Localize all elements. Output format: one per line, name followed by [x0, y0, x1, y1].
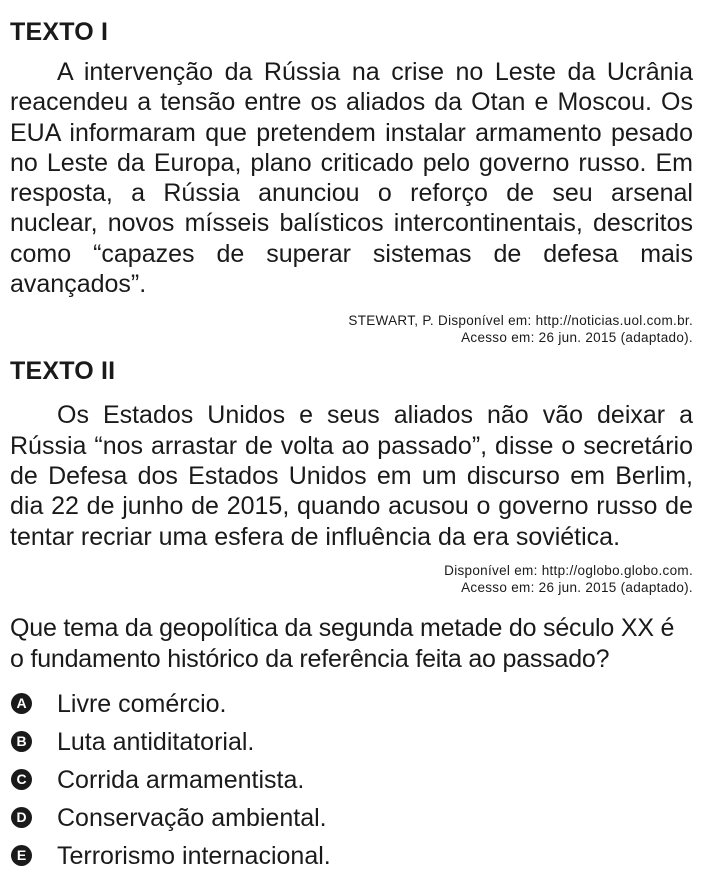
- texto-1-source-line-1: STEWART, P. Disponível em: http://noticias.uol.com.br.: [348, 313, 693, 329]
- option-c-letter-badge: C: [11, 769, 32, 790]
- texto-1-heading: TEXTO I: [10, 18, 109, 46]
- answer-options: [10, 685, 693, 875]
- option-b-text: Luta antiditatorial.: [57, 727, 255, 756]
- texto-2-source-line-1: Disponível em: http://oglobo.globo.com.: [444, 562, 693, 578]
- option-a-letter-badge: A: [11, 693, 32, 714]
- texto-1-section: [10, 17, 693, 346]
- texto-1-source: [10, 312, 693, 346]
- option-b[interactable]: [10, 723, 693, 761]
- option-d-letter-badge: D: [11, 807, 32, 828]
- option-a-text: Livre comércio.: [57, 689, 227, 718]
- texto-1-paragraph: A intervenção da Rússia na crise no Leste da Ucrânia reacendeu a tensão entre os aliados da Otan e Moscou. Os EUA informaram que pretendem instalar armamento pesado no Leste da Europa, plano criticado pelo governo russo. Em resposta, a Rússia anunciou o reforço de seu arsenal nuclear, novos mísseis balísticos intercontinentais, descritos como “capazes de superar sistemas de defesa mais avançados”.: [10, 58, 693, 299]
- option-e-letter-badge: E: [11, 845, 32, 866]
- option-d[interactable]: [10, 799, 693, 837]
- question-text: Que tema da geopolítica da segunda metade do século XX é o fundamento histórico da referência feita ao passado?: [10, 613, 675, 673]
- exam-question: [10, 0, 693, 875]
- option-e-text: Terrorismo internacional.: [57, 841, 331, 870]
- option-a[interactable]: [10, 685, 693, 723]
- texto-2-source: [10, 562, 693, 596]
- texto-1-source-line-2: Acesso em: 26 jun. 2015 (adaptado).: [461, 330, 693, 346]
- texto-2-source-line-2: Acesso em: 26 jun. 2015 (adaptado).: [461, 579, 693, 595]
- option-c[interactable]: [10, 761, 693, 799]
- option-d-text: Conservação ambiental.: [57, 803, 327, 832]
- texto-2-paragraph: Os Estados Unidos e seus aliados não vão deixar a Rússia “nos arrastar de volta ao passado”, disse o secretário de Defesa dos Estados Unidos em um discurso em Berlim, dia 22 de junho de 2015, quando acusou o governo russo de tentar recriar uma esfera de influência da era soviética.: [10, 401, 693, 551]
- option-e[interactable]: [10, 837, 693, 875]
- texto-2-heading: TEXTO II: [10, 357, 116, 386]
- texto-2-section: [10, 356, 693, 595]
- option-b-letter-badge: B: [11, 731, 32, 752]
- option-c-text: Corrida armamentista.: [57, 765, 305, 794]
